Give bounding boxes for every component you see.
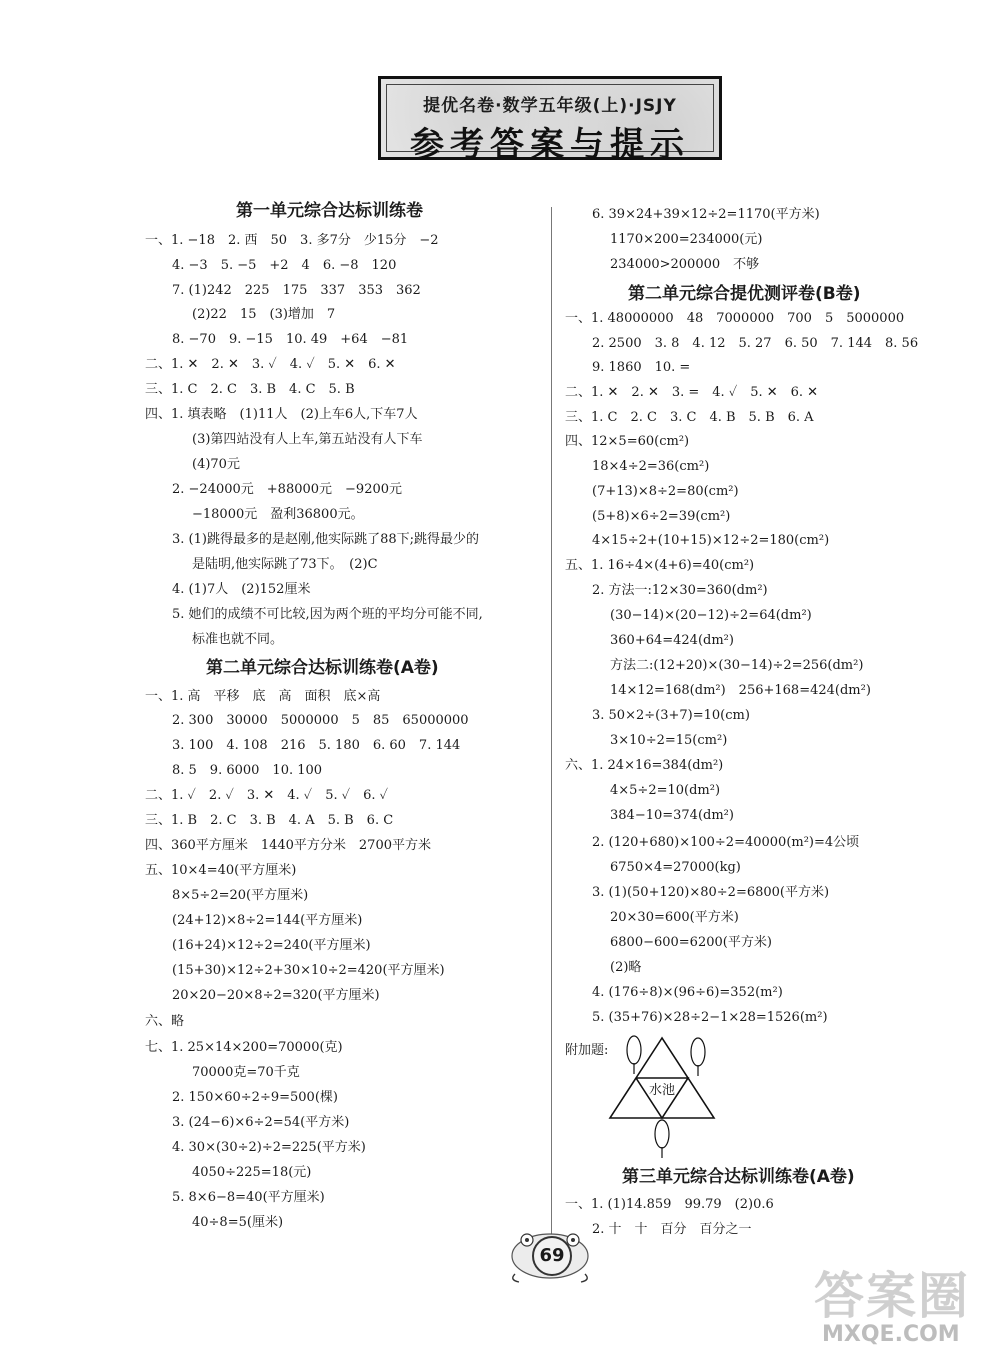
answer-line: 2. (120+680)×100÷2=40000(m²)=4公顷 xyxy=(592,835,860,850)
answer-line: 3. (1)跳得最多的是赵刚,他实际跳了88下;跳得最少的 xyxy=(172,532,480,547)
unit2b-heading: 第二单元综合提优测评卷(B卷) xyxy=(628,284,861,304)
answer-line: 14×12=168(dm²) 256+168=424(dm²) xyxy=(610,683,871,698)
tree-icon xyxy=(627,1036,641,1074)
answer-line: (15+30)×12÷2+30×10÷2=420(平方厘米) xyxy=(172,963,445,978)
answer-line: 6750×4=27000(kg) xyxy=(610,860,741,875)
unit3a-heading: 第三单元综合达标训练卷(A卷) xyxy=(622,1167,855,1187)
answer-line: 3. 100 4. 108 216 5. 180 6. 60 7. 144 xyxy=(172,738,461,753)
answer-line: 是陆明,他实际跳了73下。 (2)C xyxy=(192,557,378,572)
answer-line: 2. 2500 3. 8 4. 12 5. 27 6. 50 7. 144 8. 56 xyxy=(592,336,919,351)
answer-line: 70000克=70千克 xyxy=(192,1065,300,1080)
watermark xyxy=(808,1256,998,1356)
answer-line: 8×5÷2=20(平方厘米) xyxy=(172,888,309,903)
answer-line: 40÷8=5(厘米) xyxy=(192,1215,284,1230)
answer-line: 3. (24−6)×6÷2=54(平方米) xyxy=(172,1115,350,1130)
answer-line: 5. 她们的成绩不可比较,因为两个班的平均分可能不同, xyxy=(172,607,483,622)
answer-line: 2. 方法一:12×30=360(dm²) xyxy=(592,583,768,598)
answer-line: 18×4÷2=36(cm²) xyxy=(592,459,710,474)
tree-icon xyxy=(655,1120,669,1158)
answer-line: (2)略 xyxy=(610,960,642,975)
answer-line: 一、1. 48000000 48 7000000 700 5 5000000 xyxy=(565,311,905,326)
answer-line: 4. (1)7人 (2)152厘米 xyxy=(172,582,311,597)
answer-line: 三、1. C 2. C 3. B 4. C 5. B xyxy=(145,382,355,397)
answer-line: 234000>200000 不够 xyxy=(610,257,760,272)
answer-line: −18000元 盈利36800元。 xyxy=(192,507,364,522)
answer-line: 五、1. 16÷4×(4+6)=40(cm²) xyxy=(565,558,755,573)
answer-line: 四、12×5=60(cm²) xyxy=(565,434,690,449)
answer-line: (2)22 15 (3)增加 7 xyxy=(192,307,336,322)
answer-line: 20×30=600(平方米) xyxy=(610,910,739,925)
answer-line: 4050÷225=18(元) xyxy=(192,1165,312,1180)
banner-title: 参考答案与提示 xyxy=(410,125,690,165)
answer-line: 五、10×4=40(平方厘米) xyxy=(145,863,297,878)
answer-line: 二、1. ✕ 2. ✕ 3. ✓ 4. ✓ 5. ✕ 6. ✕ xyxy=(145,357,396,372)
answer-line: (3)第四站没有人上车,第五站没有人下车 xyxy=(192,432,423,447)
answer-line: 2. 十 十 百分 百分之一 xyxy=(592,1222,752,1237)
answer-line: 七、1. 25×14×200=70000(克) xyxy=(145,1040,343,1055)
answer-line: 一、1. 高 平移 底 高 面积 底×高 xyxy=(145,689,381,704)
watermark-url: MXQE.COM xyxy=(822,1322,960,1347)
answer-line: 六、1. 24×16=384(dm²) xyxy=(565,758,724,773)
unit1-heading: 第一单元综合达标训练卷 xyxy=(236,201,423,221)
answer-line: 8. 5 9. 6000 10. 100 xyxy=(172,763,323,778)
answer-line: 5. (35+76)×28÷2−1×28=1526(m²) xyxy=(592,1010,828,1025)
answer-line: 2. 300 30000 5000000 5 85 65000000 xyxy=(172,713,469,728)
answer-line: 二、1. ✓ 2. ✓ 3. ✕ 4. ✓ 5. ✓ 6. ✓ xyxy=(145,788,389,803)
answer-line: (24+12)×8÷2=144(平方厘米) xyxy=(172,913,363,928)
pond-trees-diagram xyxy=(602,1030,722,1160)
answer-line: 9. 1860 10. = xyxy=(592,360,691,375)
watermark-logo: 答案圈 xyxy=(814,1267,970,1325)
answer-line: (4)70元 xyxy=(192,457,240,472)
answer-line: 3. 50×2÷(3+7)=10(cm) xyxy=(592,708,750,723)
title-banner xyxy=(378,76,722,165)
answer-line: 4×15÷2+(10+15)×12÷2=180(cm²) xyxy=(592,533,830,548)
answer-line: 4. 30×(30÷2)÷2=225(平方米) xyxy=(172,1140,366,1155)
answer-line: (16+24)×12÷2=240(平方厘米) xyxy=(172,938,371,953)
answer-line: 6. 39×24+39×12÷2=1170(平方米) xyxy=(592,207,820,222)
answer-line: 1170×200=234000(元) xyxy=(610,232,763,247)
answer-line: 6800−600=6200(平方米) xyxy=(610,935,772,950)
extra-question-label: 附加题: xyxy=(565,1043,609,1058)
answer-line: 二、1. ✕ 2. ✕ 3. = 4. ✓ 5. ✕ 6. ✕ xyxy=(565,385,819,400)
answer-line: 六、略 xyxy=(145,1014,185,1029)
answer-line: 4×5÷2=10(dm²) xyxy=(610,783,721,798)
answer-line: (30−14)×(20−12)÷2=64(dm²) xyxy=(610,608,812,623)
answer-line: 4. −3 5. −5 +2 4 6. −8 120 xyxy=(172,258,397,273)
answer-line: 5. 8×6−8=40(平方厘米) xyxy=(172,1190,325,1205)
answer-line: 384−10=374(dm²) xyxy=(610,808,734,823)
answer-line: (5+8)×6÷2=39(cm²) xyxy=(592,509,731,524)
page-number: 69 xyxy=(532,1236,572,1276)
answer-line: 360+64=424(dm²) xyxy=(610,633,734,648)
answer-line: 四、1. 填表略 (1)11人 (2)上车6人,下车7人 xyxy=(145,407,418,422)
tree-icon xyxy=(691,1038,705,1076)
answer-line: 2. 150×60÷2÷9=500(棵) xyxy=(172,1090,338,1105)
answer-line: 3×10÷2=15(cm²) xyxy=(610,733,728,748)
answer-line: 一、1. −18 2. 西 50 3. 多7分 少15分 −2 xyxy=(145,233,439,248)
answer-line: 7. (1)242 225 175 337 353 362 xyxy=(172,283,421,298)
answer-line: 3. (1)(50+120)×80÷2=6800(平方米) xyxy=(592,885,830,900)
pond-label: 水池 xyxy=(648,1083,676,1098)
answer-line: 8. −70 9. −15 10. 49 +64 −81 xyxy=(172,332,409,347)
answer-line: 三、1. B 2. C 3. B 4. A 5. B 6. C xyxy=(145,813,394,828)
answer-line: 四、360平方厘米 1440平方分米 2700平方米 xyxy=(145,838,431,853)
answer-line: 三、1. C 2. C 3. C 4. B 5. B 6. A xyxy=(565,410,814,425)
column-divider xyxy=(551,207,552,1237)
answer-line: 20×20−20×8÷2=320(平方厘米) xyxy=(172,988,380,1003)
answer-line: 2. −24000元 +88000元 −9200元 xyxy=(172,482,403,497)
answer-line: 标准也就不同。 xyxy=(192,632,284,647)
answer-line: 一、1. (1)14.859 99.79 (2)0.6 xyxy=(565,1197,774,1212)
answer-line: 4. (176÷8)×(96÷6)=352(m²) xyxy=(592,985,783,1000)
answer-line: (7+13)×8÷2=80(cm²) xyxy=(592,484,739,499)
answer-line: 方法二:(12+20)×(30−14)÷2=256(dm²) xyxy=(610,658,864,673)
unit2a-heading: 第二单元综合达标训练卷(A卷) xyxy=(206,658,439,678)
banner-subtitle: 提优名卷·数学五年级(上)·JSJY xyxy=(423,96,677,116)
